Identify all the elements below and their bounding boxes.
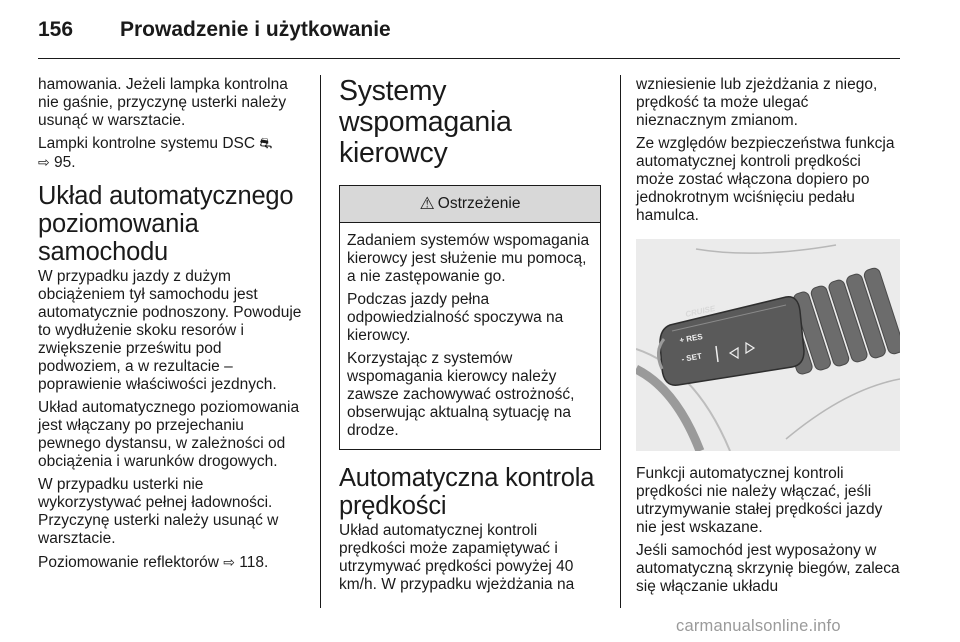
- warning-title: Ostrzeżenie: [437, 195, 521, 212]
- paragraph-text: Lampki kontrolne systemu DSC: [38, 135, 256, 152]
- column-2: [339, 76, 605, 599]
- paragraph: W przypadku jazdy z dużym obciążeniem tył samochodu jest automatycznie podnoszony. Powoduje to wydłużenie skoku resorów i zwiększenie prześwitu pod podwoziem, a w rezultacie – poprawienie właściwości jezdnych.: [38, 268, 302, 393]
- header-divider: [38, 58, 900, 59]
- column-1: [38, 76, 306, 577]
- page-reference-arrow-icon: ⇨: [38, 154, 50, 170]
- dsc-warning-icon: ⛐: [259, 135, 273, 152]
- page-number: 156: [38, 18, 74, 41]
- paragraph: Układ automatycznej kontroli prędkości może zapamiętywać i utrzymywać prędkości powyżej 40 km/h. W przypadku wjeżdżania na: [339, 522, 575, 593]
- paragraph: hamowania. Jeżeli lampka kontrolna nie gaśnie, przyczynę usterki należy usunąć w warsztacie.: [38, 76, 288, 129]
- paragraph: wzniesienie lub zjeżdżania z niego, prędkość ta może ulegać nieznacznym zmianom.: [636, 76, 878, 129]
- paragraph-headlamp-reference: [38, 553, 306, 572]
- lever-label-cruise: CRUISE: [684, 303, 716, 319]
- page-reference-link[interactable]: 118.: [239, 554, 269, 571]
- section-heading: Układ automatycznego poziomowania samochodu: [38, 182, 294, 266]
- section-heading: Automatyczna kontrola prędkości: [339, 464, 595, 520]
- lever-drawing: [636, 239, 900, 451]
- page-reference-arrow-icon: ⇨: [223, 554, 235, 570]
- paragraph-text: Poziomowanie reflektorów: [38, 554, 219, 571]
- warning-paragraph: Korzystając z systemów wspomagania kierowcy należy zawsze zachowywać ostrożność, obserwując aktualną sytuację na drodze.: [347, 350, 575, 439]
- column-3: [636, 76, 902, 601]
- paragraph: W przypadku usterki nie wykorzystywać pełnej ładowności. Przyczynę usterki należy usunąć w warsztacie.: [38, 476, 279, 547]
- warning-box: [339, 185, 601, 450]
- paragraph: Jeśli samochód jest wyposażony w automatyczną skrzynię biegów, zaleca się włączanie układu: [636, 542, 900, 595]
- warning-paragraph: Podczas jazdy pełna odpowiedzialność spoczywa na kierowcy.: [347, 291, 564, 344]
- paragraph: Funkcji automatycznej kontroli prędkości nie należy włączać, jeśli utrzymywanie stałej prędkości jazdy nie jest wskazane.: [636, 465, 883, 536]
- paragraph-dsc-reference: [38, 135, 306, 172]
- warning-paragraph: Zadaniem systemów wspomagania kierowcy jest służenie mu pomocą, a nie zastępowanie go.: [347, 232, 590, 285]
- paragraph: Układ automatycznego poziomowania jest włączany po przejechaniu pewnego dystansu, w zależności od obciążenia i warunków drogowych.: [38, 399, 300, 470]
- lever-label-res: + RES: [678, 332, 704, 345]
- warning-header: [340, 186, 600, 223]
- warning-triangle-icon: ⚠: [419, 194, 435, 213]
- cruise-control-lever-illustration: [636, 239, 900, 451]
- section-title: Prowadzenie i użytkowanie: [120, 18, 391, 41]
- watermark-text: carmanualsonline.info: [676, 617, 841, 635]
- paragraph: Ze względów bezpieczeństwa funkcja automatycznej kontroli prędkości może zostać włączona dopiero po jednokrotnym wciśnięciu pedału hamulca.: [636, 135, 895, 224]
- page-header: [38, 16, 900, 56]
- column-divider-left: [320, 75, 321, 608]
- chapter-heading: Systemy wspomagania kierowcy: [339, 75, 512, 169]
- warning-body: [340, 223, 600, 449]
- lever-label-set: - SET: [680, 351, 703, 364]
- column-divider-right: [620, 75, 621, 608]
- page-reference-link[interactable]: 95.: [54, 154, 76, 171]
